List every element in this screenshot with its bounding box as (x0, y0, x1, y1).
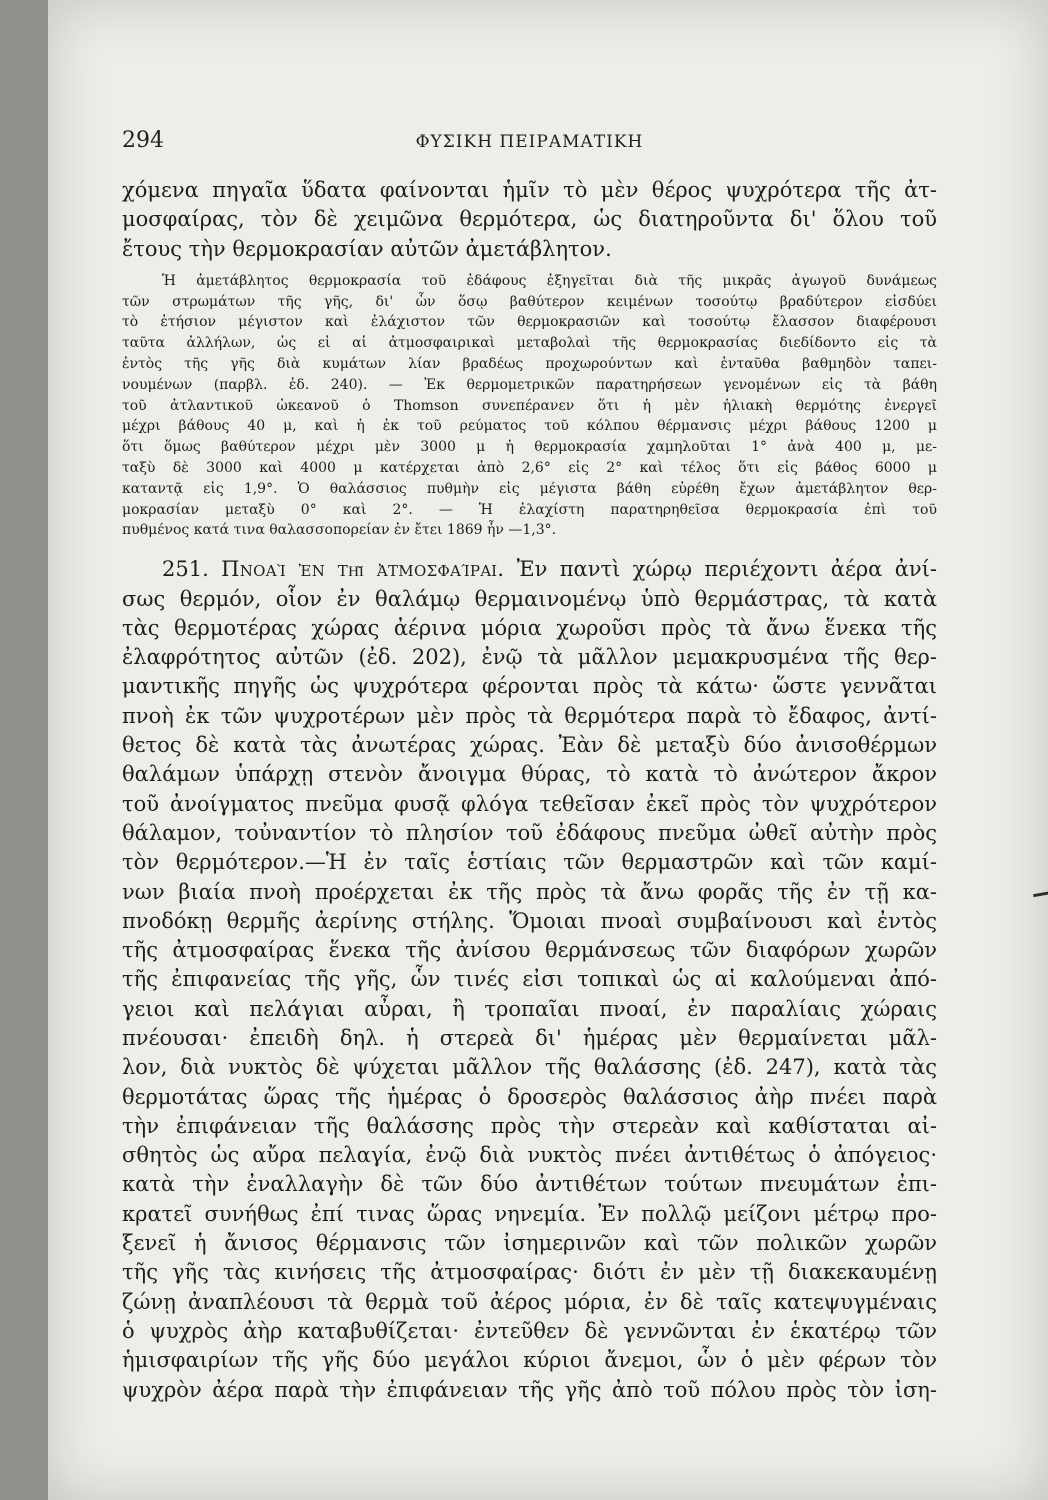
section-line: μαντικῆς πηγῆς ὡς ψυχρότερα φέρονται πρὸς τὰ κάτω· ὥστε γεννᾶται (122, 674, 937, 699)
section-line: θερμοτάτας ὥρας τῆς ἡμέρας ὁ δροσερὸς θαλάσσιος ἀὴρ πνέει παρὰ (122, 1084, 937, 1109)
note-line: τοῦ ἀτλαντικοῦ ὠκεανοῦ ὁ Thomson συνεπέρανεν ὅτι ἡ μὲν ἡλιακὴ θερμότης ἐνεργεῖ (122, 397, 937, 414)
text-line: χόμενα πηγαῖα ὕδατα φαίνονται ἡμῖν τὸ μὲν θέρος ψυχρότερα τῆς ἀτ- (122, 178, 937, 202)
note-line: τῶν στρωμάτων τῆς γῆς, δι' ὧν ὅσῳ βαθύτερον κειμένων τοσούτῳ βραδύτερον εἰσδύει (122, 293, 937, 310)
note-line: ἐντὸς τῆς γῆς διὰ κυμάτων λίαν βραδέως προχωρούντων καὶ ἐνταῦθα βαθμηδὸν ταπει- (122, 356, 937, 373)
section-line: ὁ ψυχρὸς ἀὴρ καταβυθίζεται· ἐντεῦθεν δὲ γεννῶνται ἐν ἑκατέρῳ τῶν (122, 1318, 937, 1343)
section-251 (122, 555, 937, 1405)
section-line: τὴν ἐπιφάνειαν τῆς θαλάσσης πρὸς τὴν στερεὰν καὶ καθίσταται αἰ- (122, 1113, 937, 1138)
section-first-line (122, 555, 937, 584)
text-line: ἔτους τὴν θερμοκρασίαν αὐτῶν ἀμετάβλητον. (122, 236, 612, 261)
page-number: 294 (122, 128, 164, 153)
section-line: τὸν θερμότερον.—Ἡ ἐν ταῖς ἑστίαις τῶν θερμαστρῶν καὶ τῶν καμί- (122, 850, 937, 875)
section-line: θαλάμων ὑπάρχῃ στενὸν ἄνοιγμα θύρας, τὸ κατὰ τὸ ἀνώτερον ἄκρον (122, 762, 937, 787)
note-line: ταξὺ δὲ 3000 καὶ 4000 μ κατέρχεται ἀπὸ 2,6° εἰς 2° καὶ τέλος ὅτι εἰς βάθος 6000 μ (122, 460, 937, 477)
note-line: νουμένων (παρβλ. ἐδ. 240). — Ἐκ θερμομετρικῶν παρατηρήσεων γενομένων εἰς τὰ βάθη (122, 376, 937, 393)
section-line: ἐλαφρότητος αὐτῶν (ἐδ. 202), ἐνῷ τὰ μᾶλλον μεμακρυσμένα τῆς θερ- (122, 645, 937, 670)
section-line: Ἐν παντὶ χώρῳ περιέχοντι ἀέρα ἀνί- (516, 557, 937, 582)
page-body (122, 176, 937, 1405)
section-line: θετος δὲ κατὰ τὰς ἀνωτέρας χώρας. Ἐὰν δὲ μεταξὺ δύο ἀνισοθέρμων (122, 733, 937, 758)
footnote-paragraph (122, 271, 937, 541)
note-line: Ἡ ἀμετάβλητος θερμοκρασία τοῦ ἐδάφους ἐξηγεῖται διὰ τῆς μικρᾶς ἀγωγοῦ δυνάμεως (162, 272, 937, 289)
running-title: ΦΥΣΙΚΗ ΠΕΙΡΑΜΑΤΙΚΗ (415, 132, 644, 152)
note-line: μέχρι βάθους 40 μ, καὶ ἡ ἐκ τοῦ ρεύματος τοῦ κόλπου θέρμανσις μέχρι βάθους 1200 μ (122, 418, 937, 435)
section-line: τῆς γῆς τὰς κινήσεις τῆς ἀτμοσφαίρας· διότι ἐν μὲν τῇ διακεκαυμένῃ (122, 1260, 937, 1285)
intro-paragraph (122, 176, 937, 264)
section-line: τοῦ ἀνοίγματος πνεῦμα φυσᾷ φλόγα τεθεῖσαν ἐκεῖ πρὸς τὸν ψυχρότερον (122, 791, 937, 816)
section-line: θάλαμον, τοὐναντίον τὸ πλησίον τοῦ ἐδάφους πνεῦμα ὠθεῖ αὐτὴν πρὸς (122, 820, 937, 845)
section-line: τῆς ἀτμοσφαίρας ἕνεκα τῆς ἀνίσου θερμάνσεως τῶν διαφόρων χωρῶν (122, 938, 937, 963)
note-line: ταῦτα ἀλλήλων, ὡς εἰ αἱ ἀτμοσφαιρικαὶ μεταβολαὶ τῆς θερμοκρασίας διεδίδοντο εἰς τὰ (122, 335, 937, 352)
section-line: ξενεῖ ἡ ἄνισος θέρμανσις τῶν ἰσημερινῶν καὶ τῶν πολικῶν χωρῶν (122, 1231, 937, 1256)
section-line: πνέουσαι· ἐπειδὴ δηλ. ἡ στερεὰ δι' ἡμέρας μὲν θερμαίνεται μᾶλ- (122, 1026, 937, 1050)
section-line: τῆς ἐπιφανείας τῆς γῆς, ὧν τινές εἰσι τοπικαὶ ὡς αἱ καλούμεναι ἀπό- (122, 967, 937, 992)
section-line: ψυχρὸν ἀέρα παρὰ τὴν ἐπιφάνειαν τῆς γῆς ἀπὸ τοῦ πόλου πρὸς τὸν ἰση- (122, 1377, 937, 1402)
note-line: πυθμένος κατά τινα θαλασσοπορείαν ἐν ἔτει 1869 ἦν —1,3°. (122, 522, 557, 539)
section-line: ἡμισφαιρίων τῆς γῆς δύο μεγάλοι κύριοι ἄνεμοι, ὧν ὁ μὲν φέρων τὸν (122, 1348, 937, 1373)
section-line: ζώνῃ ἀναπλέουσι τὰ θερμὰ τοῦ ἀέρος μόρια, ἐν δὲ ταῖς κατεψυγμέναις (122, 1289, 937, 1314)
section-line: νων βιαία πνοὴ προέρχεται ἐκ τῆς πρὸς τὰ ἄνω φορᾶς τῆς ἐν τῇ κα- (122, 879, 937, 904)
note-line: ὅτι ὅμως βαθύτερον μέχρι μὲν 3000 μ ἡ θερμοκρασία χαμηλοῦται 1° ἀνὰ 400 μ, με- (122, 439, 937, 456)
section-line: πνοδόκῃ θερμῆς ἀερίνης στήλης. Ὅμοιαι πνοαὶ συμβαίνουσι καὶ ἐντὸς (122, 908, 937, 933)
section-heading: Πνοαὶ ἐν τῇ ἀτμοσφαίρᾳ. (221, 557, 505, 582)
section-line: λον, διὰ νυκτὸς δὲ ψύχεται μᾶλλον τῆς θαλάσσης (ἐδ. 247), κατὰ τὰς (122, 1055, 937, 1080)
section-number: 251. (162, 557, 209, 582)
section-line: σως θερμόν, οἷον ἐν θαλάμῳ θερμαινομένῳ ὑπὸ θερμάστρας, τὰ κατὰ (122, 586, 937, 611)
note-line: τὸ ἐτήσιον μέγιστον καὶ ἐλάχιστον τῶν θερμοκρασιῶν καὶ τοσούτῳ ἔλασσον διαφέρουσι (122, 314, 937, 331)
section-line: γειοι καὶ πελάγιαι αὖραι, ἢ τροπαῖαι πνοαί, ἐν παραλίαις χώραις (122, 996, 937, 1021)
section-line: τὰς θερμοτέρας χώρας ἀέρινα μόρια χωροῦσι πρὸς τὰ ἄνω ἕνεκα τῆς (122, 615, 937, 640)
margin-pencil-mark (1033, 886, 1048, 897)
note-line: μοκρασίαν μεταξὺ 0° καὶ 2°. — Ἡ ἐλαχίστη παρατηρηθεῖσα θερμοκρασία ἐπὶ τοῦ (122, 501, 937, 518)
section-line: κατὰ τὴν ἐναλλαγὴν δὲ τῶν δύο ἀντιθέτων τούτων πνευμάτων ἐπι- (122, 1172, 937, 1197)
note-line: καταντᾷ εἰς 1,9°. Ὁ θαλάσσιος πυθμὴν εἰς μέγιστα βάθη εὑρέθη ἔχων ἀμετάβλητον θερ- (122, 480, 937, 497)
text-line: μοσφαίρας, τὸν δὲ χειμῶνα θερμότερα, ὡς διατηροῦντα δι' ὅλου τοῦ (122, 207, 937, 232)
section-line: πνοὴ ἐκ τῶν ψυχροτέρων μὲν πρὸς τὰ θερμότερα παρὰ τὸ ἔδαφος, ἀντί- (122, 703, 937, 728)
section-line: σθητὸς ὡς αὔρα πελαγία, ἐνῷ διὰ νυκτὸς πνέει ἀντιθέτως ὁ ἀπόγειος· (122, 1143, 937, 1168)
section-line: κρατεῖ συνήθως ἐπί τινας ὥρας νηνεμία. Ἐν πολλῷ μείζονι μέτρῳ προ- (122, 1201, 937, 1226)
page-header (122, 128, 937, 158)
